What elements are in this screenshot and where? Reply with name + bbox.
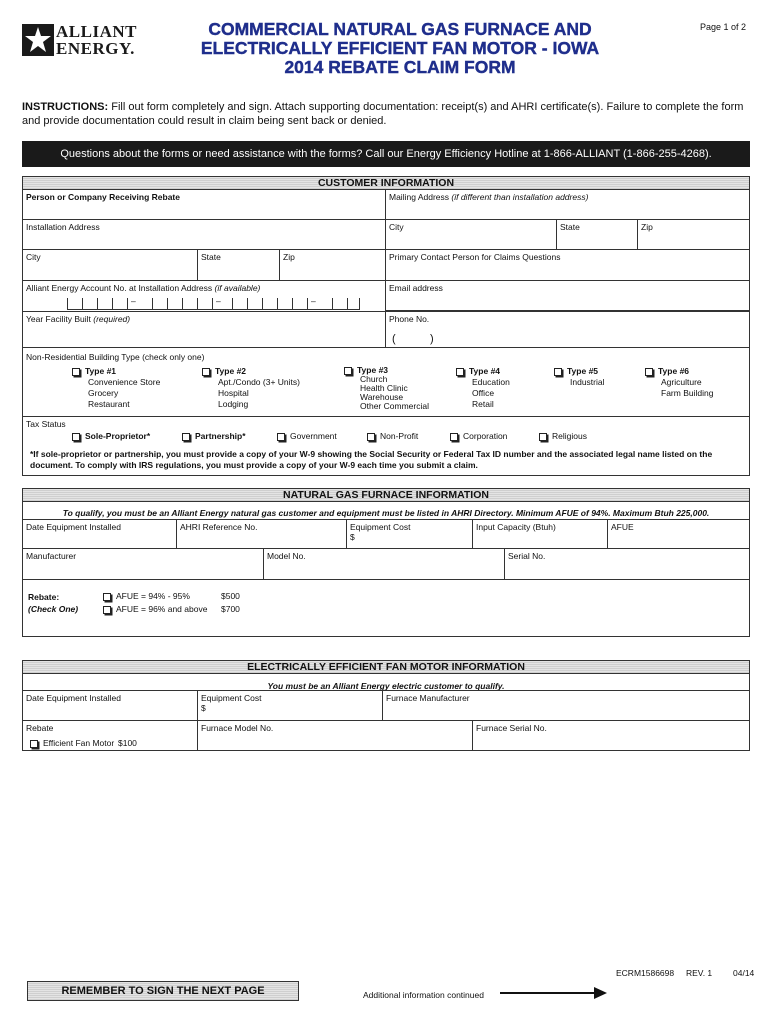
phone-field[interactable] [385, 311, 750, 348]
instructions-label: INSTRUCTIONS: [22, 101, 109, 113]
phone-paren-close: ) [430, 333, 434, 345]
non-profit-checkbox[interactable] [367, 433, 375, 441]
digit-divider [292, 298, 293, 310]
tax-status-label: Tax Status [26, 419, 66, 429]
afue-96-label: AFUE = 96% and above [116, 604, 208, 614]
type-3-checkbox[interactable] [344, 367, 352, 375]
digit-divider [82, 298, 83, 310]
install-city-field[interactable] [22, 249, 198, 281]
star-logo-icon [22, 24, 54, 56]
digit-divider [212, 298, 213, 310]
continued-text: Additional information continued [363, 990, 484, 1000]
digit-divider [359, 298, 360, 310]
fan-date-installed-label: Date Equipment Installed [26, 693, 121, 703]
digit-divider [307, 298, 308, 310]
furnace-manufacturer-field[interactable] [22, 548, 264, 580]
person-company-field[interactable] [22, 189, 386, 220]
digit-divider [197, 298, 198, 310]
type-2-title: Type #2 [215, 366, 247, 376]
title-line3: 2014 REBATE CLAIM FORM [284, 57, 516, 77]
install-zip-field[interactable] [279, 249, 386, 281]
digit-divider [167, 298, 168, 310]
partnership-checkbox[interactable] [182, 433, 190, 441]
fan-note: You must be an Alliant Energy electric customer to qualify. [267, 681, 505, 691]
type-5-title: Type #5 [567, 366, 599, 376]
fan-furnace-serial-label: Furnace Serial No. [476, 723, 547, 733]
afue-96-amount: $700 [221, 604, 240, 614]
mailing-address-label: Mailing Address [389, 192, 450, 202]
account-number-note: (if available) [214, 283, 261, 293]
fan-dollar-sign: $ [201, 703, 206, 713]
sole-proprietor-checkbox[interactable] [72, 433, 80, 441]
ahri-reference-field[interactable] [176, 519, 347, 549]
type-4-option[interactable] [456, 366, 510, 410]
person-company-label: Person or Company Receiving Rebate [26, 192, 180, 202]
furnace-equipment-cost-label: Equipment Cost [350, 522, 411, 532]
logo-text [56, 23, 137, 57]
type-6-checkbox[interactable] [645, 368, 653, 376]
afue-label: AFUE [611, 522, 634, 532]
type-1-title: Type #1 [85, 366, 117, 376]
fan-info-header: ELECTRICALLY EFFICIENT FAN MOTOR INFORMATION [22, 660, 750, 674]
hotline-banner: Questions about the forms or need assistance with the forms? Call our Energy Efficiency Hotline at 1-866-ALLIANT (1-866-255-4268). [22, 141, 750, 167]
religious-checkbox[interactable] [539, 433, 547, 441]
digit-divider [97, 298, 98, 310]
logo-line2: ENERGY. [56, 39, 135, 58]
year-built-field[interactable] [22, 311, 386, 348]
type-4-item: Retail [472, 399, 494, 409]
digit-divider [247, 298, 248, 310]
primary-contact-label: Primary Contact Person for Claims Questions [389, 252, 561, 262]
type-5-checkbox[interactable] [554, 368, 562, 376]
afue-94-95-checkbox[interactable] [103, 593, 111, 601]
type-3-item: Other Commercial [360, 401, 429, 411]
type-4-item: Office [472, 388, 495, 398]
year-built-note: (required) [93, 314, 131, 324]
mailing-state-label: State [560, 222, 580, 232]
type-1-option[interactable] [72, 366, 160, 410]
furnace-note: To qualify, you must be an Alliant Energy natural gas customer and equipment must be listed in AHRI Directory. Minimum AFUE of 94%. Maximum Btuh 225,000. [62, 508, 710, 518]
mailing-address-note: (if different than installation address) [451, 192, 589, 202]
year-built-label: Year Facility Built [26, 314, 91, 324]
furnace-equipment-cost-field[interactable] [346, 519, 473, 549]
type-6-option[interactable] [645, 366, 713, 399]
install-zip-label: Zip [283, 252, 295, 262]
digit-divider [232, 298, 233, 310]
corporation-checkbox[interactable] [450, 433, 458, 441]
email-field[interactable] [385, 280, 750, 312]
mailing-state-field[interactable] [556, 219, 638, 250]
mailing-address-field[interactable] [385, 189, 750, 220]
digit-divider [262, 298, 263, 310]
phone-paren-open: ( [392, 333, 396, 345]
mailing-city-label: City [389, 222, 404, 232]
input-capacity-field[interactable] [472, 519, 608, 549]
install-state-field[interactable] [197, 249, 280, 281]
type-6-item: Farm Building [661, 388, 714, 398]
digit-divider [127, 298, 128, 310]
type-4-item: Education [472, 377, 510, 387]
afue-field[interactable] [607, 519, 750, 549]
digit-divider [67, 298, 68, 310]
furnace-serial-label: Serial No. [508, 551, 546, 561]
account-number-label: Alliant Energy Account No. at Installation Address [26, 283, 213, 293]
type-5-option[interactable] [554, 366, 605, 388]
customer-info-header: CUSTOMER INFORMATION [22, 176, 750, 190]
page-number: Page 1 of 2 [700, 22, 747, 32]
type-1-item: Restaurant [88, 399, 130, 409]
digit-divider [182, 298, 183, 310]
digit-divider [112, 298, 113, 310]
mailing-zip-field[interactable] [637, 219, 750, 250]
digit-divider [332, 298, 333, 310]
furnace-manufacturer-fan-field[interactable] [382, 690, 750, 721]
non-profit-label: Non-Profit [380, 431, 419, 441]
afue-94-95-amount: $500 [221, 591, 240, 601]
fan-date-installed-field[interactable] [22, 690, 198, 721]
fan-rebate-label: Rebate [26, 723, 54, 733]
type-5-item: Industrial [570, 377, 605, 387]
non-profit-option[interactable] [367, 431, 418, 441]
account-dash: – [131, 296, 136, 306]
form-code: ECRM1586698 [616, 968, 675, 978]
mailing-city-field[interactable] [385, 219, 557, 250]
digit-divider [277, 298, 278, 310]
digit-divider [152, 298, 153, 310]
installation-address-label: Installation Address [26, 222, 100, 232]
ahri-reference-label: AHRI Reference No. [180, 522, 258, 532]
account-dash: – [311, 296, 316, 306]
type-2-item: Hospital [218, 388, 249, 398]
fan-equipment-cost-field[interactable] [197, 690, 383, 721]
furnace-dollar-sign: $ [350, 532, 355, 542]
furnace-date-installed-label: Date Equipment Installed [26, 522, 121, 532]
afue-94-95-option[interactable] [103, 591, 240, 601]
mailing-zip-label: Zip [641, 222, 653, 232]
phone-label: Phone No. [389, 314, 430, 324]
remember-to-sign-banner: REMEMBER TO SIGN THE NEXT PAGE [27, 981, 299, 1001]
type-6-title: Type #6 [658, 366, 690, 376]
account-dash: – [216, 296, 221, 306]
furnace-check-one-label: (Check One) [28, 604, 79, 614]
fan-furnace-manufacturer-label: Furnace Manufacturer [386, 693, 470, 703]
form-revision: REV. 1 [686, 968, 713, 978]
type-2-item: Lodging [218, 399, 249, 409]
afue-94-95-label: AFUE = 94% - 95% [116, 591, 190, 601]
furnace-model-label: Model No. [267, 551, 306, 561]
furnace-date-installed-field[interactable] [22, 519, 177, 549]
installation-address-field[interactable] [22, 219, 386, 250]
afue-96-checkbox[interactable] [103, 606, 111, 614]
afue-96-option[interactable] [103, 604, 240, 614]
w9-note: *If sole-proprietor or partnership, you must provide a copy of your W-9 showing the Social Security or Federal Tax ID number and the associated legal name listed on the document. To comply with IRS regulations, you must provide a copy of your W-9 each time you submit a claim. [30, 449, 713, 470]
religious-label: Religious [552, 431, 587, 441]
furnace-info-header: NATURAL GAS FURNACE INFORMATION [22, 488, 750, 502]
furnace-model-fan-field[interactable] [197, 720, 473, 751]
building-type-label: Non-Residential Building Type (check only one) [26, 352, 205, 362]
sole-proprietor-option[interactable] [72, 431, 150, 441]
digit-divider [347, 298, 348, 310]
alliant-energy-logo [20, 22, 140, 62]
fan-furnace-model-label: Furnace Model No. [201, 723, 274, 733]
type-3-item: Health Clinic [360, 383, 408, 393]
government-option[interactable] [277, 431, 337, 441]
title-line2: ELECTRICALLY EFFICIENT FAN MOTOR - IOWA [200, 38, 600, 58]
logo-line1: ALLIANT [56, 22, 137, 41]
furnace-serial-fan-field[interactable] [472, 720, 750, 751]
email-label: Email address [389, 283, 443, 293]
type-3-item: Church [360, 374, 388, 384]
form-title [200, 20, 600, 77]
efficient-fan-motor-label: Efficient Fan Motor [43, 738, 115, 748]
type-2-option[interactable] [202, 366, 300, 410]
government-label: Government [290, 431, 337, 441]
title-line1: COMMERCIAL NATURAL GAS FURNACE AND [208, 19, 592, 39]
instructions-text: Fill out form completely and sign. Attach supporting documentation: receipt(s) and AHRI certificate(s). Failure to complete the form and provide documentation could result in claim being sent back or denied. [22, 101, 744, 127]
corporation-label: Corporation [463, 431, 508, 441]
type-1-checkbox[interactable] [72, 368, 80, 376]
type-3-title: Type #3 [357, 365, 389, 375]
furnace-model-field[interactable] [263, 548, 505, 580]
type-1-item: Grocery [88, 388, 119, 398]
type-4-checkbox[interactable] [456, 368, 464, 376]
fan-equipment-cost-label: Equipment Cost [201, 693, 262, 703]
furnace-manufacturer-label: Manufacturer [26, 551, 77, 561]
furnace-rebate-label: Rebate: [28, 592, 60, 602]
religious-option[interactable] [539, 431, 587, 441]
type-3-option[interactable] [344, 366, 429, 411]
efficient-fan-motor-amount: $100 [118, 738, 137, 748]
partnership-label: Partnership* [195, 431, 246, 441]
efficient-fan-motor-option[interactable] [30, 738, 137, 748]
corporation-option[interactable] [450, 431, 507, 441]
sole-proprietor-label: Sole-Proprietor* [85, 431, 151, 441]
input-capacity-label: Input Capacity (Btuh) [476, 522, 556, 532]
type-2-item: Apt./Condo (3+ Units) [218, 377, 300, 387]
arrow-right-icon [500, 986, 608, 1000]
type-6-item: Agriculture [661, 377, 702, 387]
form-date: 04/14 [733, 968, 755, 978]
partnership-option[interactable] [182, 431, 246, 441]
type-2-checkbox[interactable] [202, 368, 210, 376]
government-checkbox[interactable] [277, 433, 285, 441]
furnace-serial-field[interactable] [504, 548, 750, 580]
type-1-item: Convenience Store [88, 377, 161, 387]
type-4-title: Type #4 [469, 366, 501, 376]
type-3-item: Warehouse [360, 392, 404, 402]
install-state-label: State [201, 252, 221, 262]
install-city-label: City [26, 252, 41, 262]
instructions [22, 100, 752, 128]
efficient-fan-motor-checkbox[interactable] [30, 740, 38, 748]
